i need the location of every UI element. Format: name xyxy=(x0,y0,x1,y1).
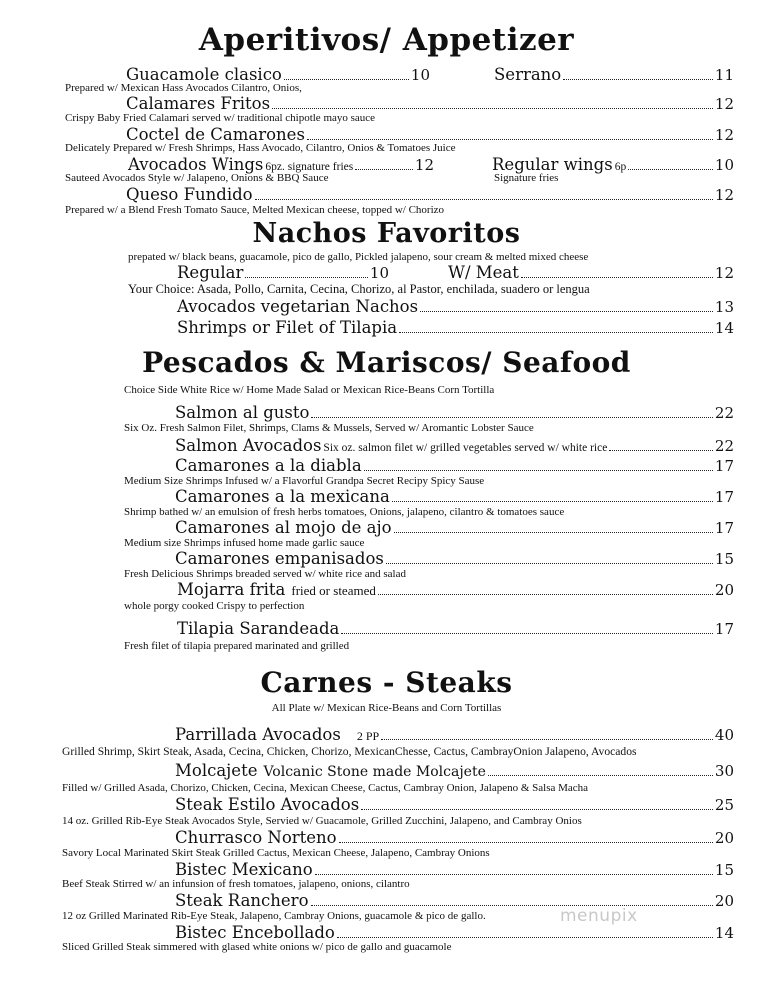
regular-wings-desc: Signature fries xyxy=(494,172,559,184)
nachos-choice: Your Choice: Asada, Pollo, Carnita, Cecina, Chorizo, al Pastor, enchilada, suadero or lengua xyxy=(128,282,590,296)
guacamole-desc: Prepared w/ Mexican Hass Avocados Cilantro, Onios, xyxy=(65,82,302,94)
item-nachos-regular: Regular 10 xyxy=(177,263,389,282)
seafood-intro: Choice Side White Rice w/ Home Made Salad or Mexican Rice-Beans Corn Tortilla xyxy=(124,384,495,396)
wings-desc: Sauteed Avocados Style w/ Jalapeno, Onions & BBQ Sauce xyxy=(65,172,329,184)
nachos-intro: prepated w/ black beans, guacamole, pico de gallo, Pickled jalapeno, sour cream & melted mixed cheese xyxy=(128,251,589,263)
watermark: menupix xyxy=(560,906,638,926)
item-nachos-vegetarian: Avocados vegetarian Nachos 13 xyxy=(177,297,734,316)
item-mojarra-frita: Mojarra frita fried or steamed 20 xyxy=(177,580,734,599)
item-parrillada: Parrillada Avocados 2 PP 40 xyxy=(175,725,734,744)
item-calamares: Calamares Fritos 12 xyxy=(126,94,734,113)
item-steak-ranchero: Steak Ranchero 20 xyxy=(175,891,734,910)
steaks-title: Carnes - Steaks xyxy=(260,666,513,699)
item-serrano: Serrano 11 xyxy=(494,65,734,84)
empanisados-desc: Fresh Delicious Shrimps breaded served w/ white rice and salad xyxy=(124,568,406,580)
item-molcajete: Molcajete Volcanic Stone made Molcajete 30 xyxy=(175,761,734,780)
item-camarones-mexicana: Camarones a la mexicana 17 xyxy=(175,487,734,506)
item-tilapia-sarandeada: Tilapia Sarandeada 17 xyxy=(177,619,734,638)
mojarra-desc: whole porgy cooked Crispy to perfection xyxy=(124,600,305,612)
item-nachos-shrimps: Shrimps or Filet of Tilapia 14 xyxy=(177,318,734,337)
appetizer-title: Aperitivos/ Appetizer xyxy=(198,22,575,58)
queso-desc: Prepared w/ a Blend Fresh Tomato Sauce, Melted Mexican cheese, topped w/ Chorizo xyxy=(65,204,445,216)
steaks-intro: All Plate w/ Mexican Rice-Beans and Corn Tortillas xyxy=(271,702,502,714)
item-bistec-mexicano: Bistec Mexicano 15 xyxy=(175,860,734,879)
item-camarones-mojo: Camarones al mojo de ajo 17 xyxy=(175,518,734,537)
item-bistec-encebollado: Bistec Encebollado 14 xyxy=(175,923,734,942)
item-salmon-avocados: Salmon Avocados Six oz. salmon filet w/ grilled vegetables served w/ white rice 22 xyxy=(175,436,734,455)
item-camarones-empanisados: Camarones empanisados 15 xyxy=(175,549,734,568)
nachos-title: Nachos Favoritos xyxy=(252,218,521,249)
item-coctel: Coctel de Camarones 12 xyxy=(126,125,734,144)
tilapia-desc: Fresh filet of tilapia prepared marinated and grilled xyxy=(124,640,350,652)
item-guacamole: Guacamole clasico 10 xyxy=(126,65,430,84)
item-camarones-diabla: Camarones a la diabla 17 xyxy=(175,456,734,475)
item-avocados-wings: Avocados Wings 6pz. signature fries 12 xyxy=(128,155,434,174)
molcajete-desc: Filled w/ Grilled Asada, Chorizo, Chicken, Cecina, Mexican Cheese, Cactus, Cambray Onion, Jalapeno & Salsa Macha xyxy=(62,782,589,794)
salmon-desc: Six Oz. Fresh Salmon Filet, Shrimps, Clams & Mussels, Served w/ Aromantic Lobster Sauce xyxy=(124,422,534,434)
item-steak-estilo: Steak Estilo Avocados 25 xyxy=(175,795,734,814)
coctel-desc: Delicately Prepared w/ Fresh Shrimps, Hass Avocado, Cilantro, Onios & Tomatoes Juice xyxy=(65,142,456,154)
mexicana-desc: Shrimp bathed w/ an emulsion of fresh herbs tomatoes, Onions, jalapeno, cilantro & tomatoes sauce xyxy=(124,506,565,518)
parrillada-desc: Grilled Shrimp, Skirt Steak, Asada, Cecina, Chicken, Chorizo, MexicanChesse, Cactus, CambrayOnion Jalapeno, Avocados xyxy=(62,745,637,758)
item-queso-fundido: Queso Fundido 12 xyxy=(126,185,734,204)
estilo-desc: 14 oz. Grilled Rib-Eye Steak Avocados Style, Servied w/ Guacamole, Grilled Zucchini, Jalapeno, and Cambray Onios xyxy=(62,815,582,827)
item-salmon-al-gusto: Salmon al gusto 22 xyxy=(175,403,734,422)
item-nachos-meat: W/ Meat 12 xyxy=(448,263,734,282)
churrasco-desc: Savory Local Marinated Skirt Steak Grilled Cactus, Mexican Cheese, Jalapeno, Cambray Onions xyxy=(62,847,490,859)
item-regular-wings: Regular wings 6p 10 xyxy=(492,155,734,174)
ranchero-desc: 12 oz Grilled Marinated Rib-Eye Steak, Jalapeno, Cambray Onions, guacamole & pico de gallo. xyxy=(62,910,486,922)
bistec-desc: Beef Steak Stirred w/ an infunsion of fresh tomatoes, jalapeno, onions, cilantro xyxy=(62,878,410,890)
seafood-title: Pescados & Mariscos/ Seafood xyxy=(142,346,631,379)
calamares-desc: Crispy Baby Fried Calamari served w/ traditional chipotle mayo sauce xyxy=(65,112,376,124)
encebollado-desc: Sliced Grilled Steak simmered with glased white onions w/ pico de gallo and guacamole xyxy=(62,941,452,953)
mojo-desc: Medium size Shrimps infused home made garlic sauce xyxy=(124,537,365,549)
item-churrasco: Churrasco Norteno 20 xyxy=(175,828,734,847)
diabla-desc: Medium Size Shrimps Infused w/ a Flavorful Grandpa Secret Recipy Spicy Sause xyxy=(124,475,485,487)
